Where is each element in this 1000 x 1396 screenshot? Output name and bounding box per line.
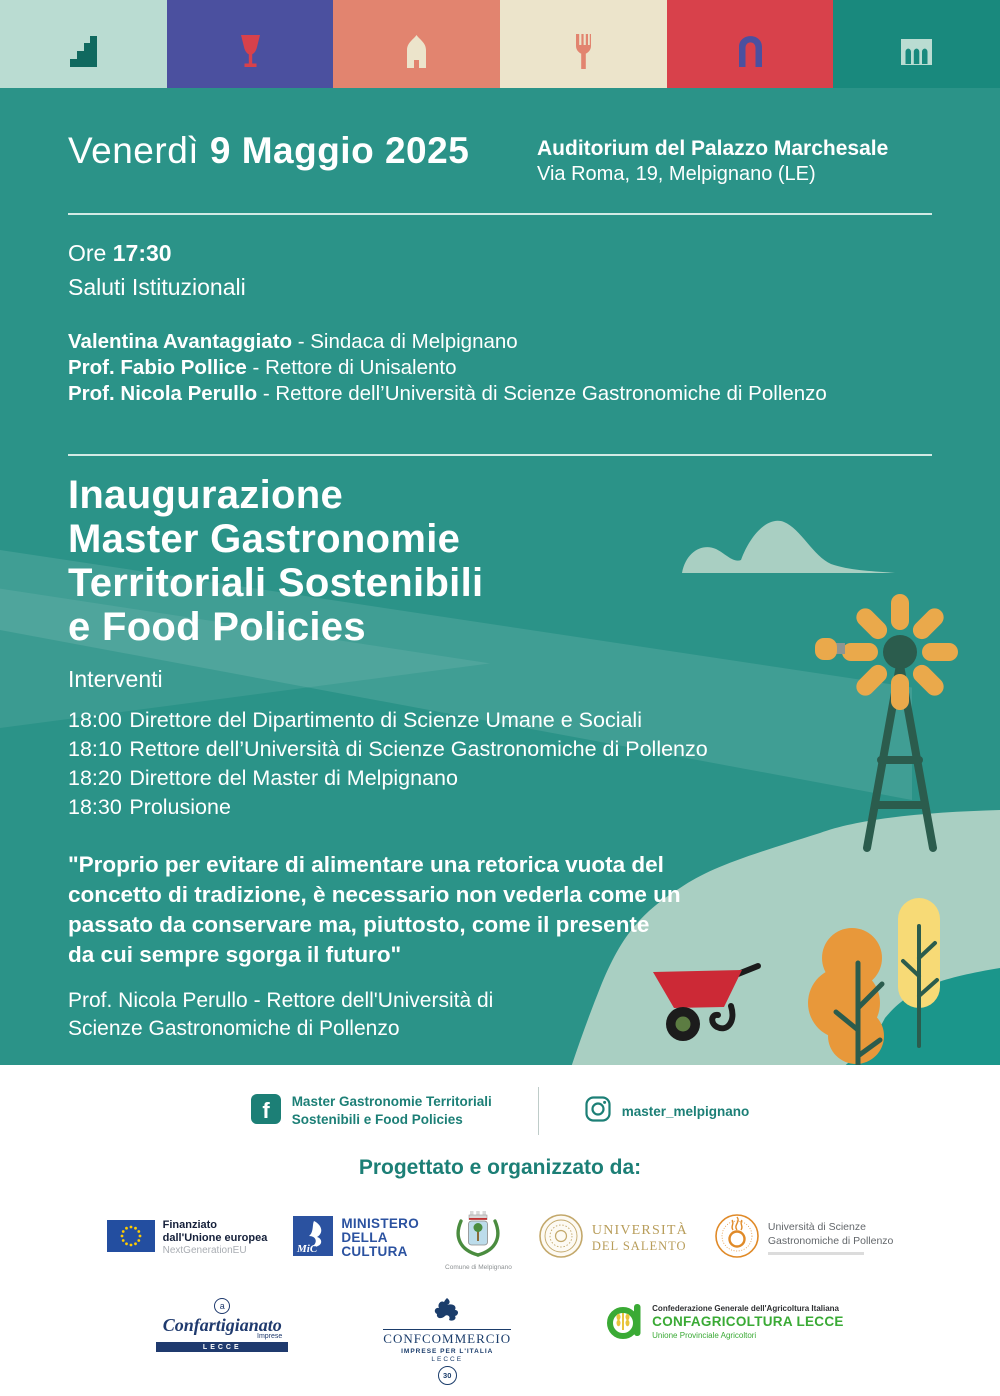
confartigianato-city-bar: LECCE bbox=[156, 1342, 288, 1352]
schedule-item: Direttore del Master di Melpignano bbox=[129, 766, 458, 790]
title-line: Inaugurazione bbox=[68, 473, 344, 517]
fork-icon bbox=[576, 34, 591, 74]
unisg-seal-icon bbox=[714, 1213, 760, 1264]
quote-line: passato da conservare ma, piuttosto, come il presente bbox=[68, 912, 650, 937]
schedule-item: Prolusione bbox=[129, 795, 231, 819]
date-prefix: Venerdì bbox=[68, 130, 200, 171]
opening-time bbox=[68, 240, 932, 267]
date-value: 9 Maggio 2025 bbox=[209, 130, 470, 171]
confcommercio-logo bbox=[383, 1298, 511, 1385]
eu-flag-icon bbox=[107, 1220, 155, 1257]
instagram-handle: master_melpignano bbox=[621, 1103, 750, 1119]
speakers-list bbox=[68, 329, 932, 407]
title-line: Master Gastronomie bbox=[68, 517, 461, 561]
title-line: Territoriali Sostenibili bbox=[68, 561, 484, 605]
confagricoltura-line: Confederazione Generale dell'Agricoltura Italiana bbox=[652, 1304, 839, 1314]
instagram-icon bbox=[585, 1096, 611, 1127]
schedule-row bbox=[68, 706, 932, 735]
page-title bbox=[68, 473, 932, 649]
speaker-name: Prof. Nicola Perullo bbox=[68, 382, 258, 405]
mic-line: MINISTERO bbox=[341, 1215, 420, 1231]
comune-melpignano-logo bbox=[445, 1205, 512, 1271]
eu-funding-text bbox=[163, 1219, 268, 1257]
divider-middle bbox=[68, 454, 932, 456]
event-header bbox=[68, 88, 932, 186]
loggia-icon bbox=[901, 39, 932, 70]
unisg-fineprint bbox=[768, 1252, 864, 1255]
eu-line: Finanziato bbox=[162, 1218, 218, 1231]
speaker-row bbox=[68, 355, 932, 381]
speaker-role: - Rettore di Unisalento bbox=[252, 356, 457, 379]
confagricoltura-text bbox=[652, 1304, 844, 1341]
speaker-role: - Sindaca di Melpignano bbox=[297, 330, 518, 353]
eu-line: NextGenerationEU bbox=[162, 1245, 247, 1257]
confartigianato-emblem-icon: a bbox=[214, 1298, 230, 1314]
facebook-link bbox=[251, 1093, 492, 1129]
main-content bbox=[0, 88, 1000, 1043]
confcommercio-name: CONFCOMMERCIO bbox=[383, 1331, 512, 1346]
mic-text bbox=[341, 1217, 419, 1260]
schedule-time: 18:00 bbox=[68, 708, 122, 732]
unisalento-text bbox=[592, 1223, 688, 1253]
unisg-text bbox=[768, 1221, 893, 1254]
speaker-name: Prof. Fabio Pollice bbox=[68, 356, 247, 379]
svg-text:f: f bbox=[262, 1097, 270, 1123]
schedule-row bbox=[68, 735, 932, 764]
venue-name: Auditorium del Palazzo Marchesale bbox=[537, 137, 889, 160]
schedule-time: 18:10 bbox=[68, 737, 122, 761]
quote-line: "Proprio per evitare di alimentare una retorica vuota del bbox=[68, 852, 664, 877]
social-row bbox=[0, 1065, 1000, 1135]
time-value: 17:30 bbox=[112, 240, 172, 266]
organized-by-heading: Progettato e organizzato da: bbox=[358, 1156, 642, 1179]
church-icon bbox=[405, 35, 428, 73]
main-section bbox=[0, 88, 1000, 1065]
eu-line: dall'Unione europea bbox=[162, 1232, 268, 1244]
schedule-list bbox=[68, 706, 932, 822]
mic-emblem-icon bbox=[293, 1216, 333, 1261]
speaker-role: - Rettore dell’Università di Scienze Gastronomiche di Pollenzo bbox=[262, 382, 827, 405]
comune-crest-icon bbox=[452, 1205, 504, 1262]
confcommercio-eagle-icon bbox=[433, 1298, 461, 1327]
opening-subtitle: Saluti Istituzionali bbox=[68, 274, 246, 300]
arch-icon bbox=[739, 36, 762, 72]
venue-address: Via Roma, 19, Melpignano (LE) bbox=[537, 162, 816, 185]
speaker-row bbox=[68, 329, 932, 355]
facebook-label-line: Master Gastronomie Territoriali bbox=[291, 1093, 492, 1109]
speaker-row bbox=[68, 381, 932, 407]
attribution-line: Prof. Nicola Perullo - Rettore dell'Università di bbox=[68, 989, 494, 1012]
confartigianato-sub: Imprese bbox=[257, 1333, 283, 1340]
unisalento-seal-icon bbox=[538, 1213, 584, 1264]
social-divider bbox=[538, 1087, 539, 1135]
instagram-link bbox=[585, 1096, 750, 1127]
unisg-pollenzo-logo bbox=[714, 1213, 893, 1264]
quote-line: da cui sempre sgorga il futuro" bbox=[68, 942, 402, 967]
time-prefix: Ore bbox=[68, 240, 107, 266]
event-date bbox=[68, 130, 469, 172]
facebook-icon bbox=[251, 1094, 281, 1129]
schedule-time: 18:30 bbox=[68, 795, 122, 819]
stairs-icon bbox=[70, 36, 97, 72]
confagricoltura-logo bbox=[606, 1298, 844, 1347]
quote-attribution bbox=[68, 987, 932, 1043]
schedule-item: Direttore del Dipartimento di Scienze Umane e Sociali bbox=[129, 708, 642, 732]
interventi-label: Interventi bbox=[68, 666, 163, 692]
confagricoltura-line: Unione Provinciale Agricoltori bbox=[652, 1330, 757, 1340]
mic-line: DELLA bbox=[341, 1229, 388, 1245]
banner-tile-fork bbox=[500, 0, 667, 88]
banner-tile-arch bbox=[667, 0, 834, 88]
comune-caption: Comune di Melpignano bbox=[445, 1264, 512, 1271]
quote-line: concetto di tradizione, è necessario non vederla come un bbox=[68, 882, 681, 907]
confartigianato-name: Confartigianato bbox=[162, 1315, 282, 1335]
unisg-line: Università di Scienze bbox=[767, 1221, 866, 1234]
title-line: e Food Policies bbox=[68, 605, 366, 649]
speaker-name: Valentina Avantaggiato bbox=[68, 330, 293, 353]
banner-tile-wine bbox=[167, 0, 334, 88]
divider-top bbox=[68, 213, 932, 215]
facebook-label bbox=[292, 1093, 492, 1129]
schedule-time: 18:20 bbox=[68, 766, 122, 790]
unisg-line: Gastronomiche di Pollenzo bbox=[767, 1235, 894, 1247]
svg-text:MiC: MiC bbox=[297, 1242, 318, 1255]
partner-logos-row-2 bbox=[0, 1298, 1000, 1385]
confagricoltura-emblem-icon bbox=[606, 1298, 644, 1347]
partner-logos-row-1 bbox=[0, 1205, 1000, 1271]
schedule-row bbox=[68, 793, 932, 822]
eu-funding-logo bbox=[107, 1219, 268, 1257]
schedule-row bbox=[68, 764, 932, 793]
top-banner bbox=[0, 0, 1000, 88]
unisalento-line: DEL SALENTO bbox=[591, 1238, 687, 1253]
confcommercio-seal: 30 bbox=[438, 1366, 457, 1385]
confagricoltura-line: CONFAGRICOLTURA LECCE bbox=[652, 1314, 844, 1330]
unisalento-line: UNIVERSITÀ bbox=[591, 1222, 688, 1238]
unisalento-logo bbox=[538, 1213, 688, 1264]
confartigianato-logo bbox=[156, 1298, 288, 1352]
attribution-line: Scienze Gastronomiche di Pollenzo bbox=[68, 1017, 400, 1040]
mic-line: CULTURA bbox=[341, 1244, 408, 1260]
wine-glass-icon bbox=[240, 35, 261, 73]
schedule-item: Rettore dell’Università di Scienze Gastronomiche di Pollenzo bbox=[129, 737, 708, 761]
facebook-label-line: Sostenibili e Food Policies bbox=[291, 1112, 463, 1127]
event-venue bbox=[537, 136, 932, 186]
ministero-cultura-logo bbox=[293, 1216, 419, 1261]
banner-tile-loggia bbox=[833, 0, 1000, 88]
confcommercio-city: LECCE bbox=[431, 1356, 464, 1363]
banner-tile-stairs bbox=[0, 0, 167, 88]
quote-text bbox=[68, 850, 932, 970]
banner-tile-church bbox=[333, 0, 500, 88]
footer bbox=[0, 1065, 1000, 1396]
confcommercio-sub: IMPRESE PER L'ITALIA bbox=[401, 1348, 494, 1355]
